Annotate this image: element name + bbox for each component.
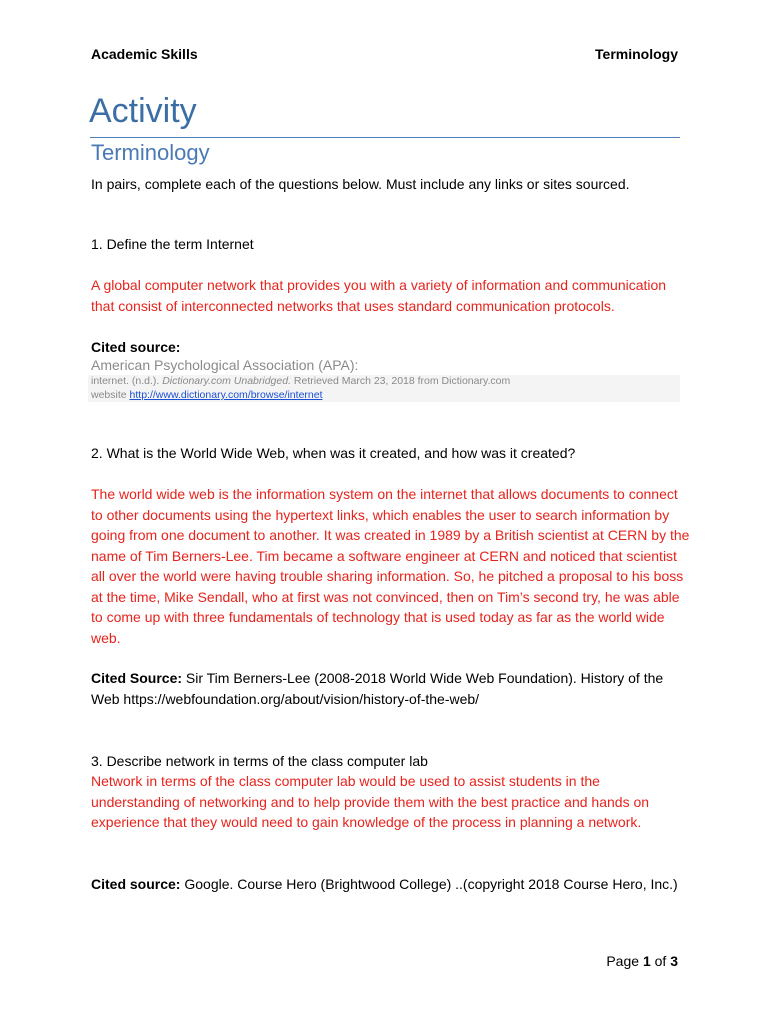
question-1: 1. Define the term Internet [91, 236, 254, 252]
page-title: Activity [89, 92, 197, 130]
page-total: 3 [670, 953, 678, 969]
question-2: 2. What is the World Wide Web, when was it created, and how was it created? [91, 445, 576, 461]
header-right: Terminology [595, 46, 678, 62]
citation-prefix: internet. (n.d.). [91, 375, 163, 387]
title-divider [90, 137, 680, 138]
page-word: Page [606, 953, 643, 969]
apa-heading: American Psychological Association (APA): [91, 357, 359, 373]
citation-website-label: website [91, 389, 130, 401]
citation-link[interactable]: http://www.dictionary.com/browse/internet [129, 389, 323, 401]
answer-3: Network in terms of the class computer lab would be used to assist students in the understanding of networking and to help provide them with the best practice and hands on experience that they would need to gain knowledge of the process in planning a network. [91, 773, 650, 830]
page-current: 1 [642, 953, 651, 969]
cited-source-3 [91, 874, 691, 895]
citation-italic: Dictionary.com Unabridged. [162, 375, 291, 387]
page-of: of [650, 953, 671, 969]
intro-text: In pairs, complete each of the questions below. Must include any links or sites sourced. [91, 176, 630, 192]
citation-line [91, 375, 510, 387]
cited-source-2-text: Sir Tim Berners-Lee (2008-2018 World Wide Web Foundation). History of the Web https://webfoundation.org/about/vision/history-of-the-web/ [91, 670, 664, 707]
cited-source-2-label: Cited Source: [91, 670, 183, 686]
page-number [606, 953, 678, 969]
citation-rest: Retrieved March 23, 2018 from Dictionary.com [290, 375, 511, 387]
answer-1: A global computer network that provides you with a variety of information and communication that consist of interconnected networks that uses standard communication protocols. [91, 277, 667, 314]
cited-source-3-text: Google. Course Hero (Brightwood College) ..(copyright 2018 Course Hero, Inc.) [180, 876, 678, 892]
cited-source-1-label: Cited source: [91, 339, 181, 355]
citation-website-line [91, 389, 323, 401]
cited-source-3-label: Cited source: [91, 876, 181, 892]
header-left: Academic Skills [91, 46, 198, 62]
answer-2: The world wide web is the information system on the internet that allows documents to connect to other documents using the hypertext links, which enables the user to search information by going from one document to another. It was created in 1989 by a British scientist at CERN by the name of Tim Berners-Lee. Tim became a software engineer at CERN and noticed that scientist all over the world were having trouble sharing information. So, he pitched a proposal to his boss at the time, Mike Sendall, who at first was not convinced, then on Tim’s second try, he was able to come up with three fundamentals of technology that is used today as far as the world wide web. [91, 486, 690, 646]
question-3: 3. Describe network in terms of the class computer lab [91, 753, 428, 769]
cited-source-2 [91, 668, 691, 709]
page-subtitle: Terminology [91, 140, 210, 165]
